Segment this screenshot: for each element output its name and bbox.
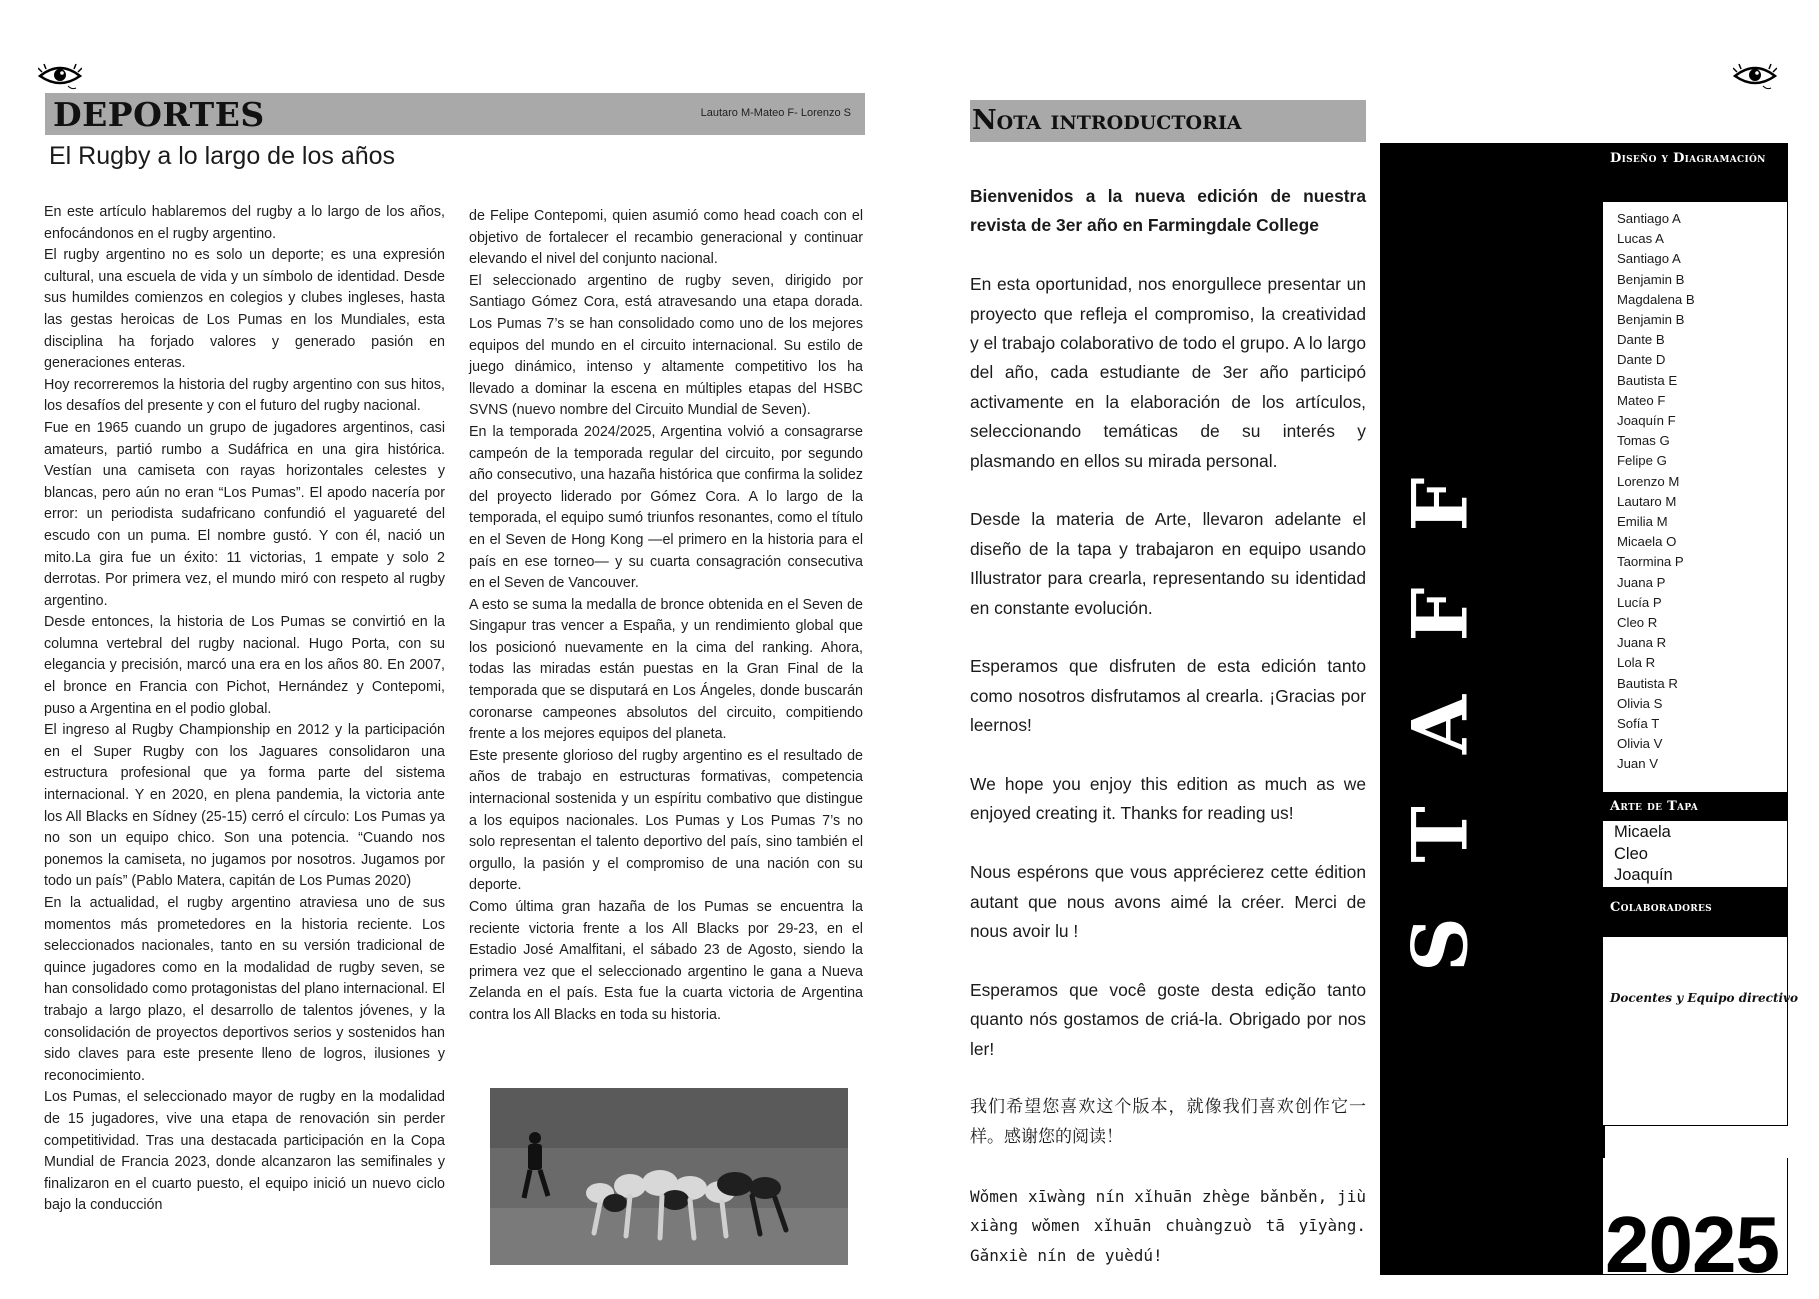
intro-paragraph: Esperamos que disfruten de esta edición tanto como nosotros disfrutamos al crearla. ¡Gracias por leernos! — [970, 656, 1366, 736]
staff-name: Taormina P — [1617, 554, 1684, 570]
staff-name: Dante B — [1617, 332, 1665, 348]
staff-name: Dante D — [1617, 352, 1666, 368]
collaborators-heading: Colaboradores — [1602, 888, 1788, 936]
article-paragraph: En la temporada 2024/2025, Argentina volvió a consagrarse campeón de la temporada regular del circuito, por segundo año consecutivo, una hazaña histórica que confirma la solidez del proyecto liderado por Gómez Cora. A lo largo de la temporada, el equipo sumó triunfos resonantes, como el título en el Seven de Hong Kong —el primero en la historia para el país en ese torneo— y su cuarta consagración consecutiva en el Seven de Vancouver. — [469, 423, 863, 592]
staff-names-list — [1617, 209, 1695, 775]
cover-art-name: Micaela — [1614, 823, 1671, 841]
staff-name: Juana R — [1617, 635, 1667, 651]
staff-name: Lucas A — [1617, 231, 1664, 247]
article-authors: Lautaro M-Mateo F- Lorenzo S — [700, 107, 851, 119]
intro-pinyin: Wǒmen xīwàng nín xǐhuān zhège bǎnběn, jiù xiàng wǒmen xǐhuān chuàngzuò tā yīyàng. Gǎnxiè nín de yuèdú! — [970, 1186, 1366, 1265]
article-column-2 — [469, 206, 863, 1027]
staff-name: Lucía P — [1617, 594, 1662, 610]
intro-paragraph: En esta oportunidad, nos enorgullece presentar un proyecto que refleja el compromiso, la creatividad y el trabajo colaborativo de todo el grupo. A lo largo del año, cada estudiante de 3er año participó activamente en la elaboración de los artículos, seleccionando temáticas de su interés y plasmando en ellos su mirada personal. — [970, 274, 1366, 471]
cover-art-names — [1614, 822, 1673, 887]
staff-name: Cleo R — [1617, 615, 1658, 631]
cover-art-name: Joaquín — [1614, 866, 1673, 884]
staff-name: Juan V — [1617, 756, 1659, 772]
cover-art-name: Cleo — [1614, 844, 1648, 863]
staff-name: Lola R — [1617, 655, 1656, 671]
intro-text — [970, 182, 1366, 1299]
article-paragraph: Desde entonces, la historia de Los Pumas se convirtió en la columna vertebral del rugby nacional. Hugo Porta, con su elegancia y precisión, marcó una era en los años 80. En 2007, el bronce en Francia con Pichot, Hernández y Contepomi, puso a Argentina en el podio global. — [44, 614, 445, 717]
staff-name: Bautista E — [1617, 372, 1678, 388]
article-paragraph: Este presente glorioso del rugby argentino es el resultado de años de trabajo en estructuras formativas, competencia internacional sostenida y un espíritu combativo que distingue a los equipos nacionales. Los Pumas y Los Pumas 7’s no solo representan el talento deportivo del país, sino también el orgullo, la pasión y el compromiso de una nación con su deporte. — [469, 747, 863, 894]
article-title: El Rugby a lo largo de los años — [49, 142, 396, 170]
intro-paragraph: We hope you enjoy this edition as much as we enjoyed creating it. Thanks for reading us! — [970, 774, 1366, 824]
staff-name: Joaquín F — [1617, 413, 1676, 429]
staff-name: Lorenzo M — [1617, 473, 1680, 489]
collaborators-text: Docentes y Equipo directivo — [1610, 991, 1799, 1005]
intro-lead: Bienvenidos a la nueva edición de nuestra revista de 3er año en Farmingdale College — [970, 186, 1366, 236]
intro-chinese: 我们希望您喜欢这个版本，就像我们喜欢创作它一样。感谢您的阅读！ — [970, 1097, 1366, 1147]
article-paragraph: En este artículo hablaremos del rugby a lo largo de los años, enfocándonos en el rugby argentino. — [44, 204, 445, 242]
staff-name: Bautista R — [1617, 675, 1678, 691]
section-title: DEPORTES — [53, 95, 265, 134]
intro-paragraph: Desde la materia de Arte, llevaron adelante el diseño de la tapa y trabajaron en equipo usando Illustrator para crearla, representando su identidad en constante evolución. — [970, 509, 1366, 618]
staff-name: Santiago A — [1617, 211, 1681, 226]
staff-letter: S — [1395, 917, 1485, 972]
staff-name: Emilia M — [1617, 514, 1668, 530]
staff-name: Benjamin B — [1617, 312, 1685, 328]
nota-header-bar — [970, 100, 1366, 142]
article-paragraph: A esto se suma la medalla de bronce obtenida en el Seven de Singapur tras vencer a España, y un rendimiento global que los posicionó nuevamente en la cima del ranking. Ahora, todas las miradas están puestas en la Gran Final de la temporada que se disputará en Los Ángeles, donde buscarán coronarse campeones absolutos del circuito, compitiendo frente a los mejores equipos del planeta. — [469, 596, 863, 743]
staff-name: Juana P — [1617, 574, 1666, 590]
staff-name: Magdalena B — [1617, 291, 1695, 307]
intro-paragraph: Esperamos que você goste desta edição tanto quanto nós gostamos de criá-la. Obrigado por nos ler! — [970, 979, 1366, 1059]
staff-name: Olivia V — [1617, 736, 1663, 752]
staff-name: Sofía T — [1617, 716, 1660, 732]
staff-name: Benjamin B — [1617, 271, 1685, 287]
staff-name: Tomas G — [1617, 433, 1670, 449]
article-paragraph: Los Pumas, el seleccionado mayor de rugby en la modalidad de 15 jugadores, vive una etapa de renovación sin perder competitividad. Tras una destacada participación en la Copa Mundial de Francia 2023, donde alcanzaron las semifinales y finalizaron en el cuarto puesto, el equipo inició un nuevo ciclo bajo la conducción — [44, 1089, 445, 1214]
collaborators-box — [1602, 936, 1788, 1126]
article-paragraph: Fue en 1965 cuando un grupo de jugadores argentinos, casi amateurs, partió rumbo a Sudáfrica en una gira histórica. Vestían una camiseta con rayas horizontales celestes y blancas, pero aún no eran “Los Pumas”. El apodo nacería por error: un periodista sudafricano confundió el yaguareté del escudo con un puma. El nombre gustó. Y con él, nació un mito.La gira fue un éxito: 11 victorias, 1 empate y solo 2 derrotas. Por primera vez, el mundo miró con respeto al rugby argentino. — [44, 419, 445, 609]
article-paragraph: En la actualidad, el rugby argentino atraviesa uno de sus momentos más prometedores en la historia reciente. Los seleccionados nacionales, tanto en su versión tradicional de quince jugadores como en la modalidad de rugby seven, se han consolidado como protagonistas del plano internacional. El trabajo a largo plazo, el desarrollo de talentos jóvenes, y la consolidación de proyectos deportivos serios y sostenidos han sido claves para este presente lleno de logros, ilusiones y reconocimiento. — [44, 895, 445, 1084]
staff-name: Lautaro M — [1617, 493, 1677, 509]
staff-name: Micaela O — [1617, 534, 1677, 550]
rugby-scrum-photo — [490, 1088, 848, 1265]
staff-name: Olivia S — [1617, 695, 1663, 711]
staff-name: Felipe G — [1617, 453, 1667, 469]
edition-year: 2025 — [1605, 1200, 1779, 1289]
staff-letter: A — [1395, 695, 1485, 754]
article-paragraph: El rugby argentino no es solo un deporte; es una expresión cultural, una escuela de vida y un símbolo de identidad. Desde sus humildes comienzos en colegios y clubes ingleses, hasta las gestas heroicas de Los Pumas en los Mundiales, esta disciplina ha forjado valores y generado pasión en generaciones enteras. — [44, 247, 445, 372]
deportes-header-bar — [45, 93, 865, 135]
staff-name: Mateo F — [1617, 392, 1666, 408]
staff-vertical-word — [1395, 420, 1485, 1000]
cover-art-heading: Arte de Tapa — [1602, 793, 1788, 820]
staff-letter: F — [1395, 587, 1485, 642]
article-paragraph: de Felipe Contepomi, quien asumió como head coach con el objetivo de fortalecer el recambio generacional y continuar elevando el nivel del conjunto nacional. — [469, 208, 863, 268]
section-title: Nota introductoria — [972, 105, 1242, 136]
staff-name: Santiago A — [1617, 251, 1681, 267]
article-paragraph: Como última gran hazaña de los Pumas se encuentra la reciente victoria frente a los All Blacks por 29-23, en el Estadio José Amalfitani, el sábado 23 de Agosto, siendo la primera vez que el seleccionado argentino le gana a Nueva Zelanda en el país. Esta fue la cuarta victoria de Argentina contra los All Blacks en toda su historia. — [469, 899, 863, 1023]
staff-letter: T — [1395, 806, 1485, 863]
article-paragraph: El seleccionado argentino de rugby seven, dirigido por Santiago Gómez Cora, está atravesando una etapa dorada. Los Pumas 7’s se han consolidado como uno de los mejores equipos del mundo en el circuito internacional. Su estilo de juego dinámico, intenso y altamente competitivo los ha llevado a dominar la escena en múltiples etapas del HSBC SVNS (nuevo nombre del Circuito Mundial de Seven). — [469, 272, 863, 419]
intro-paragraph: Nous espérons que vous apprécierez cette édition autant que nous avons aimé la créer. Merci de nous avoir lu ! — [970, 862, 1366, 942]
eye-logo-icon — [38, 62, 82, 92]
staff-letter: F — [1395, 477, 1485, 532]
article-column-1 — [44, 202, 445, 1217]
eye-logo-icon — [1733, 62, 1777, 92]
article-paragraph: El ingreso al Rugby Championship en 2012 y la participación en el Super Rugby con los Jaguares consolidaron una estructura profesional que ya forma parte del sistema internacional. Y en 2020, en plena pandemia, la victoria ante los All Blacks en Sídney (25-15) cerró el círculo: Los Pumas ya no son un equipo chico. Son una potencia. “Cuando nos ponemos la camiseta, no jugamos por nosotros. Jugamos por todo un país” (Pablo Matera, capitán de Los Pumas 2020) — [44, 722, 445, 890]
design-heading: Diseño y Diagramación — [1602, 143, 1788, 201]
article-paragraph: Hoy recorreremos la historia del rugby argentino con sus hitos, los desafíos del presente y con el futuro del rugby nacional. — [44, 376, 445, 415]
